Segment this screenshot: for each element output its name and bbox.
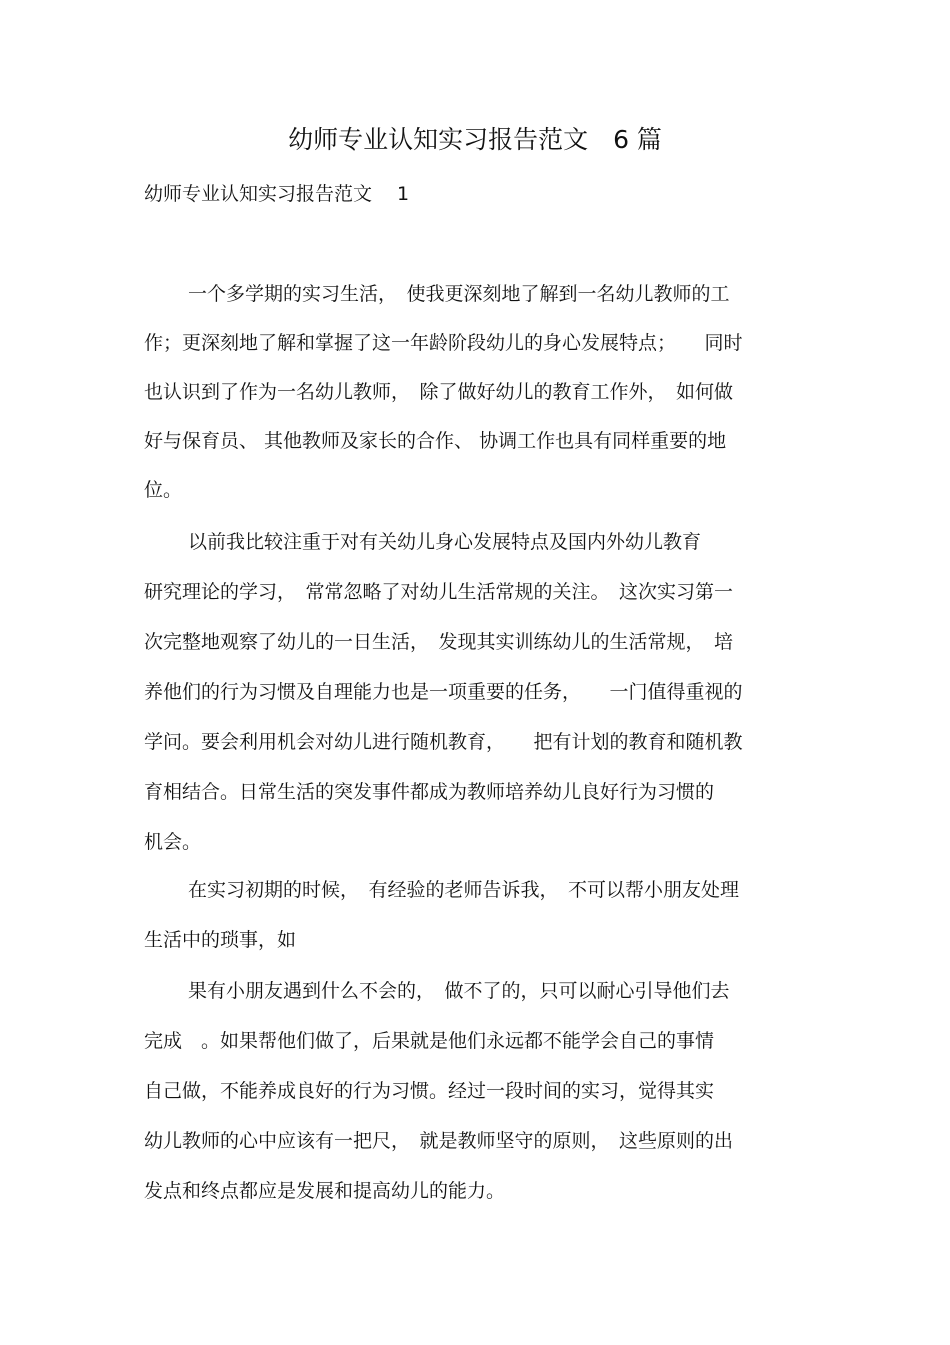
paragraph-line: 也认识到了作为一名幼儿教师， 除了做好幼儿的教育工作外， 如何做 [144,381,734,403]
section-heading: 幼师专业认知实习报告范文 1 [144,183,410,205]
paragraph-line: 作；更深刻地了解和掌握了这一年龄阶段幼儿的身心发展特点； 同时 [144,332,743,354]
paragraph-line: 次完整地观察了幼儿的一日生活， 发现其实训练幼儿的生活常规， 培 [144,631,734,653]
paragraph-line: 养他们的行为习惯及自理能力也是一项重要的任务， 一门值得重视的 [144,681,743,703]
paragraph-line: 生活中的琐事，如 [144,929,297,951]
paragraph-line: 以前我比较注重于对有关幼儿身心发展特点及国内外幼儿教育 [188,531,702,553]
paragraph-line: 在实习初期的时候， 有经验的老师告诉我， 不可以帮小朋友处理 [188,879,740,901]
paragraph-line: 完成 。如果帮他们做了，后果就是他们永远都不能学会自己的事情 [144,1030,715,1052]
paragraph-line: 学问。要会利用机会对幼儿进行随机教育， 把有计划的教育和随机教 [144,731,743,753]
paragraph-line: 幼儿教师的心中应该有一把尺， 就是教师坚守的原则， 这些原则的出 [144,1130,734,1152]
document-title: 幼师专业认知实习报告范文 6 篇 [288,125,662,154]
paragraph-line: 果有小朋友遇到什么不会的， 做不了的，只可以耐心引导他们去 [188,980,730,1002]
paragraph-line: 自己做，不能养成良好的行为习惯。经过一段时间的实习，觉得其实 [144,1080,715,1102]
paragraph-line: 机会。 [144,831,202,853]
paragraph-line: 好与保育员、 其他教师及家长的合作、 协调工作也具有同样重要的地 [144,430,727,452]
paragraph-line: 位。 [144,479,183,501]
paragraph-line: 一个多学期的实习生活， 使我更深刻地了解到一名幼儿教师的工 [188,283,730,305]
paragraph-line: 发点和终点都应是发展和提高幼儿的能力。 [144,1180,506,1202]
paragraph-line: 研究理论的学习， 常常忽略了对幼儿生活常规的关注。 这次实习第一 [144,581,734,603]
paragraph-line: 育相结合。日常生活的突发事件都成为教师培养幼儿良好行为习惯的 [144,781,715,803]
